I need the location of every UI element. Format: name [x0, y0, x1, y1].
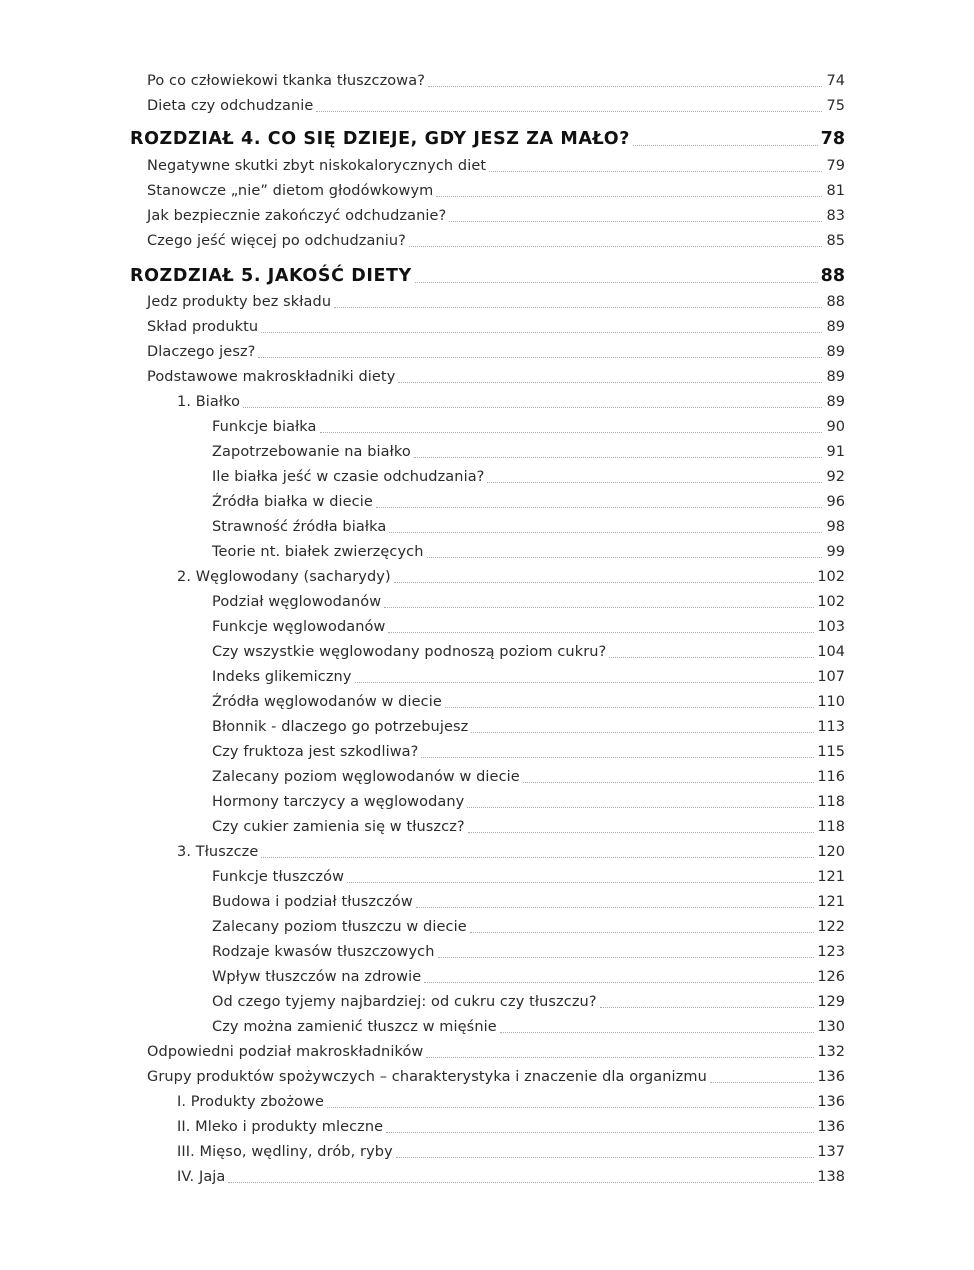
dot-leader — [243, 407, 822, 408]
dot-leader — [449, 221, 822, 222]
page-number: 89 — [826, 369, 845, 385]
toc-entry — [0, 183, 974, 199]
dot-leader — [320, 432, 822, 433]
page-number: 96 — [826, 494, 845, 510]
page-number: 115 — [817, 744, 845, 760]
entry-title: Zapotrzebowanie na białko — [212, 444, 411, 460]
dot-leader — [633, 145, 818, 146]
toc-entry — [0, 1069, 974, 1085]
toc-entry — [0, 1119, 974, 1135]
dot-leader — [426, 1057, 814, 1058]
page-number: 79 — [826, 158, 845, 174]
page-number: 99 — [826, 544, 845, 560]
entry-title: Od czego tyjemy najbardziej: od cukru czy tłuszczu? — [212, 994, 597, 1010]
dot-leader — [415, 282, 818, 283]
dot-leader — [389, 532, 822, 533]
entry-title: Negatywne skutki zbyt niskokalorycznych diet — [147, 158, 487, 174]
dot-leader — [327, 1107, 814, 1108]
page-number: 118 — [817, 819, 845, 835]
toc-entry — [0, 919, 974, 935]
toc-entry — [0, 519, 974, 535]
entry-title: Jedz produkty bez składu — [147, 294, 332, 310]
page-number: 89 — [826, 394, 845, 410]
page-number: 136 — [817, 1069, 845, 1085]
entry-title: Źródła węglowodanów w diecie — [212, 694, 442, 710]
toc-entry — [0, 894, 974, 910]
page-number: 126 — [817, 969, 845, 985]
page-number: 121 — [817, 894, 845, 910]
dot-leader — [609, 657, 814, 658]
toc-entry — [0, 1169, 974, 1185]
dot-leader — [428, 86, 822, 87]
page-number: 132 — [817, 1044, 845, 1060]
entry-title: Źródła białka w diecie — [212, 494, 373, 510]
toc-entry — [0, 619, 974, 635]
entry-title: Strawność źródła białka — [212, 519, 387, 535]
page-number: 122 — [817, 919, 845, 935]
entry-title: IV. Jaja — [177, 1169, 226, 1185]
toc-entry — [0, 369, 974, 385]
page-number: 116 — [817, 769, 845, 785]
entry-title: Czy wszystkie węglowodany podnoszą poziom cukru? — [212, 644, 607, 660]
entry-title: Skład produktu — [147, 319, 259, 335]
page-number: 104 — [817, 644, 845, 660]
page-number: 120 — [817, 844, 845, 860]
dot-leader — [470, 932, 815, 933]
toc-entry — [0, 469, 974, 485]
entry-title: Czy można zamienić tłuszcz w mięśnie — [212, 1019, 497, 1035]
entry-title: Wpływ tłuszczów na zdrowie — [212, 969, 422, 985]
toc-entry — [0, 319, 974, 335]
page-number: 138 — [817, 1169, 845, 1185]
toc-entry — [0, 1019, 974, 1035]
page-number: 136 — [817, 1119, 845, 1135]
toc-entry — [0, 444, 974, 460]
dot-leader — [384, 607, 814, 608]
entry-title: Dlaczego jesz? — [147, 344, 256, 360]
page-number: 98 — [826, 519, 845, 535]
page-number: 74 — [826, 73, 845, 89]
entry-title: Ile białka jeść w czasie odchudzania? — [212, 469, 485, 485]
toc-entry — [0, 869, 974, 885]
page-number: 85 — [826, 233, 845, 249]
dot-leader — [347, 882, 814, 883]
dot-leader — [228, 1182, 814, 1183]
toc-entry — [0, 419, 974, 435]
dot-leader — [710, 1082, 814, 1083]
toc-entry — [0, 994, 974, 1010]
page-number: 88 — [820, 266, 845, 286]
entry-title: Funkcje tłuszczów — [212, 869, 345, 885]
page-number: 121 — [817, 869, 845, 885]
toc-entry — [0, 394, 974, 410]
dot-leader — [427, 557, 823, 558]
dot-leader — [438, 957, 815, 958]
dot-leader — [523, 782, 815, 783]
toc-entry — [0, 208, 974, 224]
toc-entry — [0, 98, 974, 114]
dot-leader — [414, 457, 822, 458]
page-number: 113 — [817, 719, 845, 735]
dot-leader — [600, 1007, 815, 1008]
toc-entry — [0, 494, 974, 510]
chapter-title: ROZDZIAŁ 4. CO SIĘ DZIEJE, GDY JESZ ZA MAŁO? — [130, 129, 630, 149]
toc-entry — [0, 294, 974, 310]
entry-title: 3. Tłuszcze — [177, 844, 259, 860]
toc-entry — [0, 669, 974, 685]
entry-title: Czy cukier zamienia się w tłuszcz? — [212, 819, 465, 835]
toc-entry — [0, 544, 974, 560]
dot-leader — [445, 707, 814, 708]
page-number: 118 — [817, 794, 845, 810]
entry-title: Jak bezpiecznie zakończyć odchudzanie? — [147, 208, 447, 224]
toc-entry — [0, 794, 974, 810]
entry-title: III. Mięso, wędliny, drób, ryby — [177, 1144, 393, 1160]
page-number: 81 — [826, 183, 845, 199]
dot-leader — [467, 807, 814, 808]
toc-entry — [0, 73, 974, 89]
entry-title: Po co człowiekowi tkanka tłuszczowa? — [147, 73, 425, 89]
toc-entry — [0, 844, 974, 860]
toc-entry — [0, 719, 974, 735]
dot-leader — [398, 382, 822, 383]
entry-title: Stanowcze „nie” dietom głodówkowym — [147, 183, 434, 199]
dot-leader — [421, 757, 814, 758]
toc-entry — [0, 594, 974, 610]
entry-title: 1. Białko — [177, 394, 241, 410]
dot-leader — [261, 332, 822, 333]
page-number: 89 — [826, 344, 845, 360]
entry-title: Budowa i podział tłuszczów — [212, 894, 413, 910]
dot-leader — [468, 832, 815, 833]
dot-leader — [386, 1132, 814, 1133]
toc-entry — [0, 1144, 974, 1160]
dot-leader — [261, 857, 814, 858]
dot-leader — [355, 682, 815, 683]
dot-leader — [416, 907, 814, 908]
entry-title: 2. Węglowodany (sacharydy) — [177, 569, 391, 585]
toc-entry — [0, 158, 974, 174]
dot-leader — [394, 582, 815, 583]
toc-chapter-heading — [0, 266, 974, 286]
entry-title: Hormony tarczycy a węglowodany — [212, 794, 465, 810]
entry-title: Odpowiedni podział makroskładników — [147, 1044, 424, 1060]
page-number: 88 — [826, 294, 845, 310]
entry-title: Indeks glikemiczny — [212, 669, 352, 685]
toc-chapter-heading — [0, 129, 974, 149]
dot-leader — [500, 1032, 815, 1033]
toc-entry — [0, 744, 974, 760]
toc-entry — [0, 944, 974, 960]
entry-title: Podstawowe makroskładniki diety — [147, 369, 396, 385]
entry-title: II. Mleko i produkty mleczne — [177, 1119, 384, 1135]
entry-title: Podział węglowodanów — [212, 594, 382, 610]
page-number: 75 — [826, 98, 845, 114]
dot-leader — [487, 482, 822, 483]
page-number: 91 — [826, 444, 845, 460]
toc-entry — [0, 644, 974, 660]
dot-leader — [258, 357, 822, 358]
dot-leader — [409, 246, 822, 247]
entry-title: Czego jeść więcej po odchudzaniu? — [147, 233, 406, 249]
entry-title: I. Produkty zbożowe — [177, 1094, 325, 1110]
dot-leader — [334, 307, 822, 308]
page-number: 136 — [817, 1094, 845, 1110]
entry-title: Dieta czy odchudzanie — [147, 98, 314, 114]
entry-title: Funkcje białka — [212, 419, 317, 435]
entry-title: Grupy produktów spożywczych – charakterystyka i znaczenie dla organizmu — [147, 1069, 707, 1085]
entry-title: Funkcje węglowodanów — [212, 619, 386, 635]
toc-entry — [0, 233, 974, 249]
page-number: 92 — [826, 469, 845, 485]
entry-title: Błonnik - dlaczego go potrzebujesz — [212, 719, 469, 735]
page-number: 90 — [826, 419, 845, 435]
dot-leader — [489, 171, 822, 172]
page-number: 129 — [817, 994, 845, 1010]
dot-leader — [436, 196, 822, 197]
page-number: 123 — [817, 944, 845, 960]
dot-leader — [376, 507, 822, 508]
dot-leader — [471, 732, 814, 733]
page-number: 78 — [820, 129, 845, 149]
page-number: 130 — [817, 1019, 845, 1035]
entry-title: Zalecany poziom tłuszczu w diecie — [212, 919, 467, 935]
page-number: 103 — [817, 619, 845, 635]
entry-title: Teorie nt. białek zwierzęcych — [212, 544, 424, 560]
page-number: 110 — [817, 694, 845, 710]
page-number: 102 — [817, 569, 845, 585]
page-number: 89 — [826, 319, 845, 335]
page-number: 137 — [817, 1144, 845, 1160]
toc-entry — [0, 1044, 974, 1060]
toc-entry — [0, 969, 974, 985]
page-number: 83 — [826, 208, 845, 224]
toc-entry — [0, 819, 974, 835]
page-number: 107 — [817, 669, 845, 685]
dot-leader — [424, 982, 814, 983]
page-number: 102 — [817, 594, 845, 610]
entry-title: Czy fruktoza jest szkodliwa? — [212, 744, 419, 760]
toc-entry — [0, 694, 974, 710]
dot-leader — [396, 1157, 815, 1158]
toc-entry — [0, 769, 974, 785]
entry-title: Zalecany poziom węglowodanów w diecie — [212, 769, 520, 785]
dot-leader — [388, 632, 814, 633]
dot-leader — [316, 111, 822, 112]
toc-entry — [0, 1094, 974, 1110]
toc-entry — [0, 569, 974, 585]
entry-title: Rodzaje kwasów tłuszczowych — [212, 944, 435, 960]
toc-entry — [0, 344, 974, 360]
chapter-title: ROZDZIAŁ 5. JAKOŚĆ DIETY — [130, 266, 412, 286]
